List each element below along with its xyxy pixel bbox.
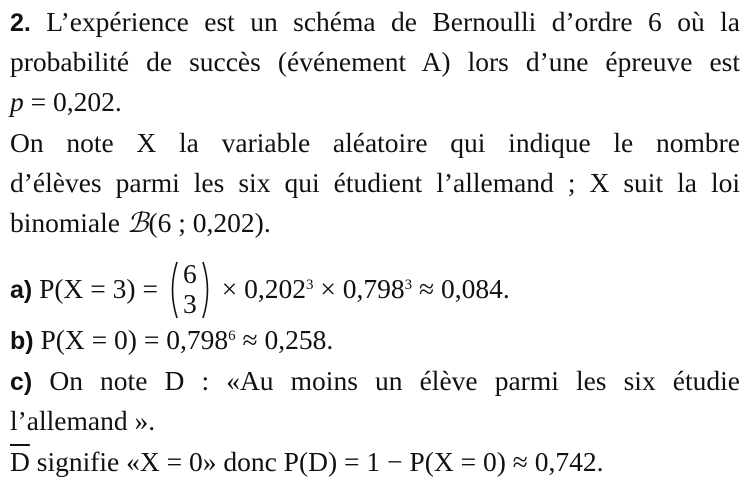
line-2: probabilité de succès (événement A) lors d’une épreuve est <box>10 46 740 77</box>
part-a: a) P(X = 3) = 6 3 × $0,202^3 \times 0,798^3 \approx 0,084$. <box>10 257 510 319</box>
part-c-label: c) <box>10 368 33 396</box>
item-number: 2. <box>10 9 31 37</box>
part-c-line-1: c) On note D : «Au moins un élève parmi les six étudie <box>10 365 740 396</box>
right-paren-icon <box>201 260 213 320</box>
line-1: 2. L’expérience est un schéma de Bernoulli d’ordre 6 où la <box>10 6 741 37</box>
line-5: d’élèves parmi les six qui étudient l’allemand ; X suit la loi <box>10 167 740 198</box>
line-6: binomiale ℬ(6 ; 0,202). <box>10 207 271 239</box>
complement-event-d: $\overline{D}$ <box>10 446 30 477</box>
line-3: p = 0,202. <box>10 86 122 117</box>
binomial-law-symbol: ℬ <box>126 207 149 239</box>
part-b-label: b) <box>10 327 34 355</box>
part-c-line-2: l’allemand ». <box>10 405 156 436</box>
conclusion-line: $\overline{D}$ signifie «X = 0» donc P(D) = 1 − P(X = 0) ≈ 0,742. <box>10 446 604 477</box>
part-a-label: a) <box>10 276 33 304</box>
binomial-coefficient: 6 3 <box>167 260 213 320</box>
part-b: b) $P(X = 0) = 0,798^6 \approx 0,258$. <box>10 324 334 355</box>
line-4: On note X la variable aléatoire qui indique le nombre <box>10 127 740 158</box>
